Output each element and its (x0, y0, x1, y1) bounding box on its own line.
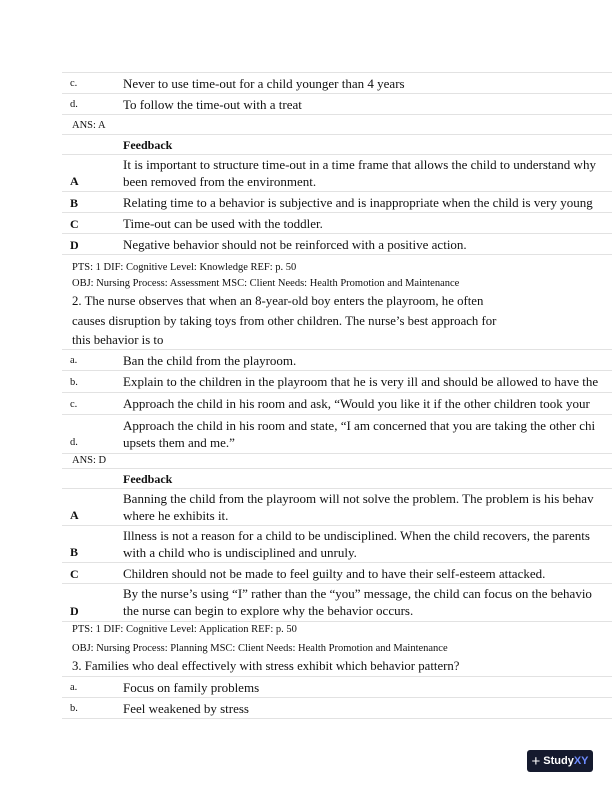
feedback-letter: D (70, 604, 79, 618)
choice-row (62, 393, 612, 415)
choice-row (62, 94, 612, 115)
question-stem-line: causes disruption by taking toys from other children. The nurse’s best approach for (72, 314, 497, 328)
feedback-header: Feedback (123, 138, 173, 152)
feedback-row (62, 234, 612, 255)
feedback-row (62, 563, 612, 584)
feedback-text-line: Banning the child from the playroom will not solve the problem. The problem is his behav (123, 491, 594, 506)
choice-letter: c. (70, 399, 78, 410)
metadata-obj: OBJ: Nursing Process: Planning MSC: Client Needs: Health Promotion and Maintenance (72, 643, 448, 654)
choice-row (62, 415, 612, 454)
choice-letter: d. (70, 437, 78, 448)
question-stem-line: this behavior is to (72, 333, 164, 347)
feedback-letter: A (70, 174, 79, 188)
q1-choices-table (62, 72, 612, 115)
feedback-row (62, 526, 612, 563)
feedback-header: Feedback (123, 472, 173, 486)
feedback-row (62, 192, 612, 213)
feedback-row (62, 584, 612, 622)
answer-key: ANS: D (72, 455, 107, 466)
feedback-text-line: Negative behavior should not be reinforced with a positive action. (123, 237, 467, 252)
feedback-text-line: Time-out can be used with the toddler. (123, 216, 323, 231)
choice-text: Approach the child in his room and ask, “Would you like it if the other children took your (123, 396, 590, 411)
metadata-pts: PTS: 1 DIF: Cognitive Level: Knowledge REF: p. 50 (72, 262, 297, 273)
feedback-letter: D (70, 238, 79, 252)
q2-choices-table (62, 349, 612, 454)
question-stem-line: 3. Families who deal effectively with stress exhibit which behavior pattern? (72, 659, 460, 673)
choice-row (62, 698, 612, 719)
feedback-letter: B (70, 545, 79, 559)
plus-icon: + (531, 752, 541, 770)
feedback-text-line: been removed from the environment. (123, 174, 317, 189)
choice-text: Explain to the children in the playroom that he is very ill and should be allowed to have the (123, 374, 599, 389)
choice-letter: b. (70, 377, 78, 388)
choice-text: Feel weakened by stress (123, 701, 249, 716)
badge-label-study: Study (543, 755, 574, 767)
feedback-row (62, 213, 612, 234)
feedback-text-line: the nurse can begin to explore why the behavior occurs. (123, 603, 414, 618)
badge-label (543, 755, 588, 767)
feedback-row (62, 489, 612, 526)
question-stem-line: 2. The nurse observes that when an 8-year-old boy enters the playroom, he often (72, 294, 484, 308)
feedback-header-row (62, 134, 612, 155)
answer-key: ANS: A (72, 120, 106, 131)
feedback-text-line: It is important to structure time-out in a time frame that allows the child to understand why (123, 157, 596, 172)
choice-text: Ban the child from the playroom. (123, 353, 297, 368)
feedback-text-line: Illness is not a reason for a child to be undisciplined. When the child recovers, the parents (123, 528, 590, 543)
choice-text: upsets them and me.” (123, 435, 235, 450)
choice-row (62, 676, 612, 698)
q2-feedback-table (62, 468, 612, 622)
feedback-text-line: where he exhibits it. (123, 508, 229, 523)
choice-text: To follow the time-out with a treat (123, 97, 302, 112)
feedback-header-row (62, 468, 612, 489)
choice-row (62, 371, 612, 393)
q1-feedback-table (62, 134, 612, 255)
choice-row (62, 349, 612, 371)
choice-text: Approach the child in his room and state, “I am concerned that you are taking the other chi (123, 418, 596, 433)
feedback-text-line: Relating time to a behavior is subjective and is inappropriate when the child is very young (123, 195, 593, 210)
choice-letter: b. (70, 703, 78, 714)
choice-letter: a. (70, 355, 78, 366)
feedback-text-line: with a child who is undisciplined and unruly. (123, 545, 357, 560)
feedback-text-line: By the nurse’s using “I” rather than the “you” message, the child can focus on the behavio (123, 586, 592, 601)
choice-letter: a. (70, 682, 78, 693)
choice-letter: d. (70, 99, 78, 110)
feedback-text-line: Children should not be made to feel guilty and to have their self-esteem attacked. (123, 566, 546, 581)
studyxy-badge[interactable] (527, 750, 593, 772)
choice-text: Focus on family problems (123, 680, 260, 695)
feedback-row (62, 155, 612, 192)
choice-text: Never to use time-out for a child younger than 4 years (123, 76, 405, 91)
choice-letter: c. (70, 78, 78, 89)
feedback-letter: C (70, 567, 79, 581)
feedback-letter: A (70, 508, 79, 522)
choice-row (62, 72, 612, 94)
badge-label-xy: XY (573, 755, 589, 767)
q3-choices-table (62, 676, 612, 719)
feedback-letter: C (70, 217, 79, 231)
feedback-letter: B (70, 196, 79, 210)
metadata-obj: OBJ: Nursing Process: Assessment MSC: Client Needs: Health Promotion and Maintenance (72, 278, 460, 289)
metadata-pts: PTS: 1 DIF: Cognitive Level: Application REF: p. 50 (72, 624, 297, 635)
